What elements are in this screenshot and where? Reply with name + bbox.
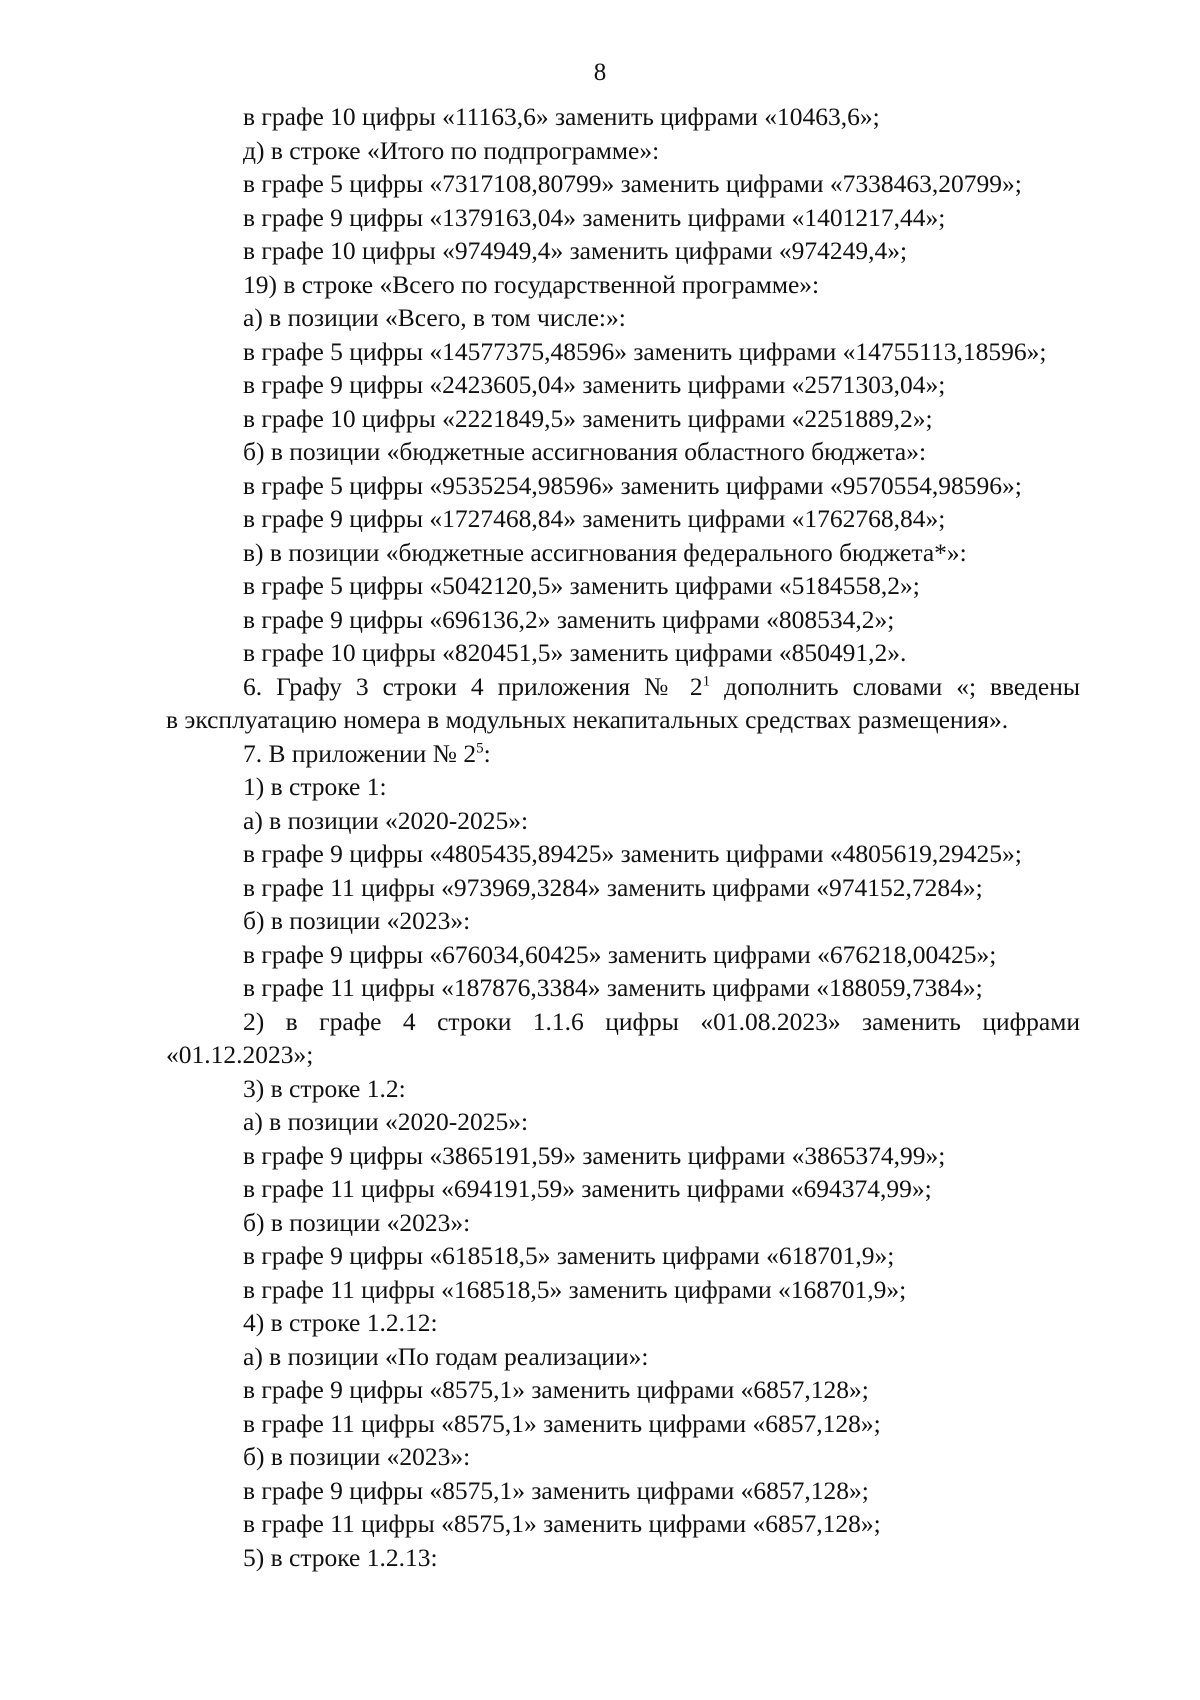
text-line: в графе 11 цифры «168518,5» заменить цифрами «168701,9»; [243, 1274, 907, 1304]
text-line: в графе 10 цифры «2221849,5» заменить цифрами «2251889,2»; [243, 403, 933, 433]
text-line: в графе 5 цифры «14577375,48596» заменить цифрами «14755113,18596»; [243, 336, 1047, 366]
text-line: в графе 11 цифры «8575,1» заменить цифрами «6857,128»; [243, 1408, 881, 1438]
item-7-text: 7. В приложении № 2 [243, 738, 477, 768]
text-line: в графе 11 цифры «694191,59» заменить цифрами «694374,99»; [243, 1174, 932, 1203]
text-line: в графе 10 цифры «820451,5» заменить цифрами «850491,2». [243, 638, 907, 667]
text-line: в графе 9 цифры «8575,1» заменить цифрами «6857,128»; [243, 1475, 869, 1505]
text-line: в графе 9 цифры «1379163,04» заменить цифрами «1401217,44»; [243, 202, 946, 232]
item-7-heading [0, 737, 1080, 771]
text-line: в графе 9 цифры «2423605,04» заменить цифрами «2571303,04»; [243, 370, 946, 399]
text-line: б) в позиции «2023»: [243, 1207, 471, 1237]
text-line: 4) в строке 1.2.12: [243, 1308, 438, 1337]
item-2-line-1: 2) в графе 4 строки 1.1.6 цифры «01.08.2023» заменить цифрами [243, 1006, 1080, 1036]
item-7-colon: : [483, 738, 491, 768]
text-line: в графе 5 цифры «9535254,98596» заменить цифрами «9570554,98596»; [243, 470, 1022, 500]
item-6-text-cont: дополнить словами «; введены [710, 671, 1080, 701]
text-line: в) в позиции «бюджетные ассигнования федерального бюджета*»: [243, 537, 967, 567]
text-line: б) в позиции «2023»: [243, 1442, 471, 1471]
item-6-text: 6. Графу 3 строки 4 приложения № 2 [243, 671, 703, 701]
text-line: в графе 5 цифры «7317108,80799» заменить цифрами «7338463,20799»; [243, 169, 1022, 198]
superscript: 5 [476, 740, 484, 756]
document-body [0, 100, 1200, 1574]
text-line: в графе 9 цифры «3865191,59» заменить цифрами «3865374,99»; [243, 1140, 946, 1170]
text-line: б) в позиции «2023»: [243, 906, 471, 935]
item-6-line-2: в эксплуатацию номера в модульных некапитальных средствах размещения». [166, 705, 1009, 734]
text-line: в графе 9 цифры «618518,5» заменить цифрами «618701,9»; [243, 1241, 895, 1270]
text-line: в графе 11 цифры «973969,3284» заменить цифрами «974152,7284»; [243, 872, 983, 902]
text-line: б) в позиции «бюджетные ассигнования областного бюджета»: [243, 437, 927, 466]
text-line: а) в позиции «По годам реализации»: [243, 1341, 649, 1371]
item-2-line-2: «01.12.2023»; [166, 1040, 314, 1069]
text-line: в графе 11 цифры «8575,1» заменить цифрами «6857,128»; [243, 1509, 881, 1538]
text-line: д) в строке «Итого по подпрограмме»: [243, 135, 660, 165]
page-number: 8 [593, 59, 607, 86]
text-line: а) в позиции «Всего, в том числе:»: [243, 303, 626, 332]
text-line: 1) в строке 1: [243, 772, 387, 801]
item-6-line-1 [0, 670, 1080, 704]
text-line: а) в позиции «2020-2025»: [243, 1107, 529, 1136]
text-line: 19) в строке «Всего по государственной программе»: [243, 269, 820, 299]
text-line: в графе 10 цифры «11163,6» заменить цифрами «10463,6»; [243, 102, 880, 131]
text-line: в графе 10 цифры «974949,4» заменить цифрами «974249,4»; [243, 236, 908, 265]
text-line: 5) в строке 1.2.13: [243, 1542, 438, 1572]
text-line: в графе 9 цифры «4805435,89425» заменить цифрами «4805619,29425»; [243, 839, 1022, 868]
text-line: в графе 9 цифры «1727468,84» заменить цифрами «1762768,84»; [243, 504, 946, 533]
text-line: в графе 5 цифры «5042120,5» заменить цифрами «5184558,2»; [243, 571, 920, 600]
text-line: в графе 9 цифры «676034,60425» заменить цифрами «676218,00425»; [243, 939, 997, 969]
text-line: 3) в строке 1.2: [243, 1073, 406, 1103]
text-line: в графе 9 цифры «696136,2» заменить цифрами «808534,2»; [243, 604, 895, 634]
text-line: в графе 9 цифры «8575,1» заменить цифрами «6857,128»; [243, 1375, 869, 1404]
text-line: в графе 11 цифры «187876,3384» заменить цифрами «188059,7384»; [243, 973, 983, 1002]
text-line: а) в позиции «2020-2025»: [243, 805, 529, 835]
superscript: 1 [702, 673, 711, 689]
